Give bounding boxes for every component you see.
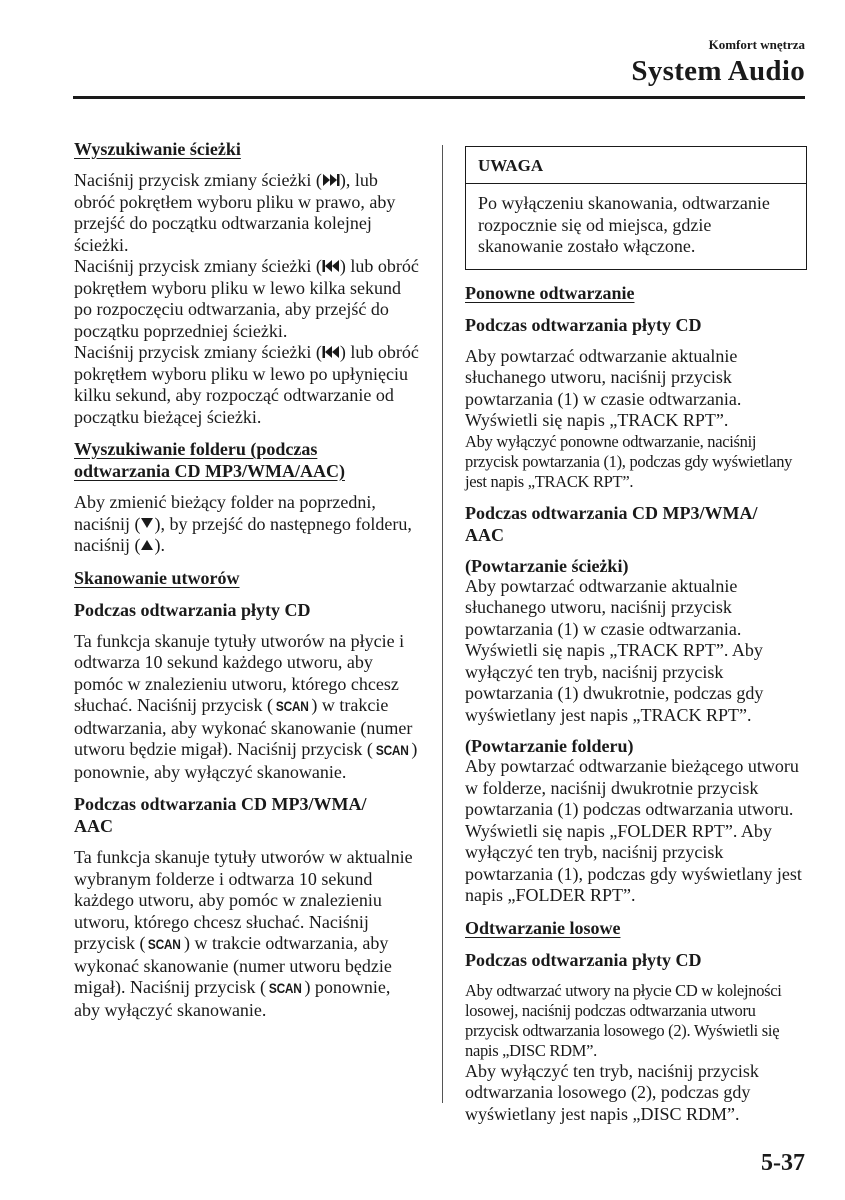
paragraph-folder-search: Aby zmienić bieżący folder na poprzedni, naciśnij ( ), by przejść do następnego folderu, naciśnij ( ). (74, 492, 412, 555)
next-track-icon (322, 174, 340, 186)
paragraph-random-cd: Aby odtwarzać utwory na płycie CD w kolejności losowej, naciśnij podczas odtwarzania utworu przycisk odtwarzania losowego (2). Wyświetli się napis „DISC RDM”. (465, 980, 782, 1060)
scan-button-label: SCAN (275, 698, 309, 714)
note-heading: UWAGA (466, 147, 806, 184)
up-arrow-icon (140, 539, 154, 551)
paragraph-scan-cd: Ta funkcja skanuje tytuły utworów na płycie i odtwarza 10 sekund każdego utworu, aby pomóc w znalezieniu utworu, którego chcesz słuchać. Naciśnij przycisk ( SCAN ) w trakcie odtwarzania, aby wykonać skanowanie (numer utworu będzie migał). Naciśnij przycisk ( SCAN ) ponownie, aby wyłączyć skanowanie. (74, 630, 418, 782)
section-title-random: Odtwarzanie losowe (465, 917, 621, 938)
header-section-label: Komfort wnętrza (708, 37, 805, 52)
paragraph-next-track: Naciśnij przycisk zmiany ścieżki ( ), lub obróć pokrętłem wyboru pliku w prawo, aby przejść do początku odtwarzania kolejnej ścieżki. (74, 170, 396, 255)
paragraph-track-repeat: Aby powtarzać odtwarzanie aktualnie słuchanego utworu, naciśnij przycisk powtarzania (1) w czasie odtwarzania. Wyświetli się napis „TRACK RPT”. Aby wyłączyć ten tryb, naciśnij przycisk powtarzania (1) dwukrotnie, podczas gdy wyświetlany jest napis „TRACK RPT”. (465, 575, 764, 725)
paragraph-repeat-cd: Aby powtarzać odtwarzanie aktualnie słuchanego utworu, naciśnij przycisk powtarzania (1) w czasie odtwarzania. Wyświetli się napis „TRACK RPT”. (465, 345, 742, 430)
subheading-cd-playback: Podczas odtwarzania płyty CD (465, 314, 702, 335)
paragraph-scan-mp3: Ta funkcja skanuje tytuły utworów w aktualnie wybranym folderze i odtwarza 10 sekund każdego utworu, aby pomóc w znalezieniu utworu, którego chcesz słuchać. Naciśnij przycisk ( SCAN ) w trakcie odtwarzania, aby wykonać skanowanie (numer utworu będzie migał). Naciśnij przycisk ( SCAN ) ponownie, aby wyłączyć skanowanie. (74, 847, 413, 1020)
subheading-mp3-playback: Podczas odtwarzania CD MP3/WMA/ AAC (465, 502, 758, 545)
section-title-folder-search: Wyszukiwanie folderu (podczas odtwarzania CD MP3/WMA/AAC) (74, 439, 345, 481)
note-body: Po wyłączeniu skanowania, odtwarzanie rozpocznie się od miejsca, gdzie skanowanie zostało włączone. (478, 193, 770, 256)
left-column (74, 138, 420, 1031)
column-divider (442, 145, 443, 1103)
subheading-cd-playback: Podczas odtwarzania płyty CD (74, 599, 311, 620)
section-title-track-search: Wyszukiwanie ścieżki (74, 139, 241, 159)
scan-button-label: SCAN (375, 742, 409, 758)
right-column (465, 139, 810, 1135)
paragraph-repeat-cd-off: Aby wyłączyć ponowne odtwarzanie, naciśnij przycisk powtarzania (1), podczas gdy wyświetlany jest napis „TRACK RPT”. (465, 431, 793, 491)
prev-track-icon (322, 346, 340, 358)
note-box (465, 146, 807, 270)
page-number: 5-37 (761, 1150, 805, 1176)
paragraph-folder-repeat: Aby powtarzać odtwarzanie bieżącego utworu w folderze, naciśnij dwukrotnie przycisk powtarzania (1) podczas odtwarzania utworu. Wyświetli się napis „FOLDER RPT”. Aby wyłączyć ten tryb, naciśnij przycisk powtarzania (1), podczas gdy wyświetlany jest napis „FOLDER RPT”. (465, 756, 802, 905)
section-title-repeat: Ponowne odtwarzanie (465, 282, 635, 303)
subheading-track-repeat: (Powtarzanie ścieżki) (465, 555, 629, 576)
subheading-folder-repeat: (Powtarzanie folderu) (465, 736, 634, 756)
page-title: System Audio (631, 55, 805, 87)
scan-button-label: SCAN (148, 936, 182, 952)
scan-button-label: SCAN (268, 980, 302, 996)
subheading-mp3-playback: Podczas odtwarzania CD MP3/WMA/ AAC (74, 794, 367, 836)
paragraph-restart-track: Naciśnij przycisk zmiany ścieżki ( ) lub obróć pokrętłem wyboru pliku w lewo po upłynięciu kilku sekund, aby rozpocząć odtwarzanie od początku bieżącej ścieżki. (74, 342, 419, 427)
paragraph-prev-track: Naciśnij przycisk zmiany ścieżki ( ) lub obróć pokrętłem wyboru pliku w lewo kilka sekund po rozpoczęciu odtwarzania, aby przejść do początku poprzedniej ścieżki. (74, 256, 419, 341)
header-rule (73, 96, 805, 99)
prev-track-icon (322, 260, 340, 272)
paragraph-random-off: Aby wyłączyć ten tryb, naciśnij przycisk odtwarzania losowego (2), podczas gdy wyświetlany jest napis „DISC RDM”. (465, 1060, 759, 1124)
subheading-cd-playback: Podczas odtwarzania płyty CD (465, 949, 702, 970)
down-arrow-icon (140, 517, 154, 529)
section-title-scan: Skanowanie utworów (74, 567, 240, 588)
